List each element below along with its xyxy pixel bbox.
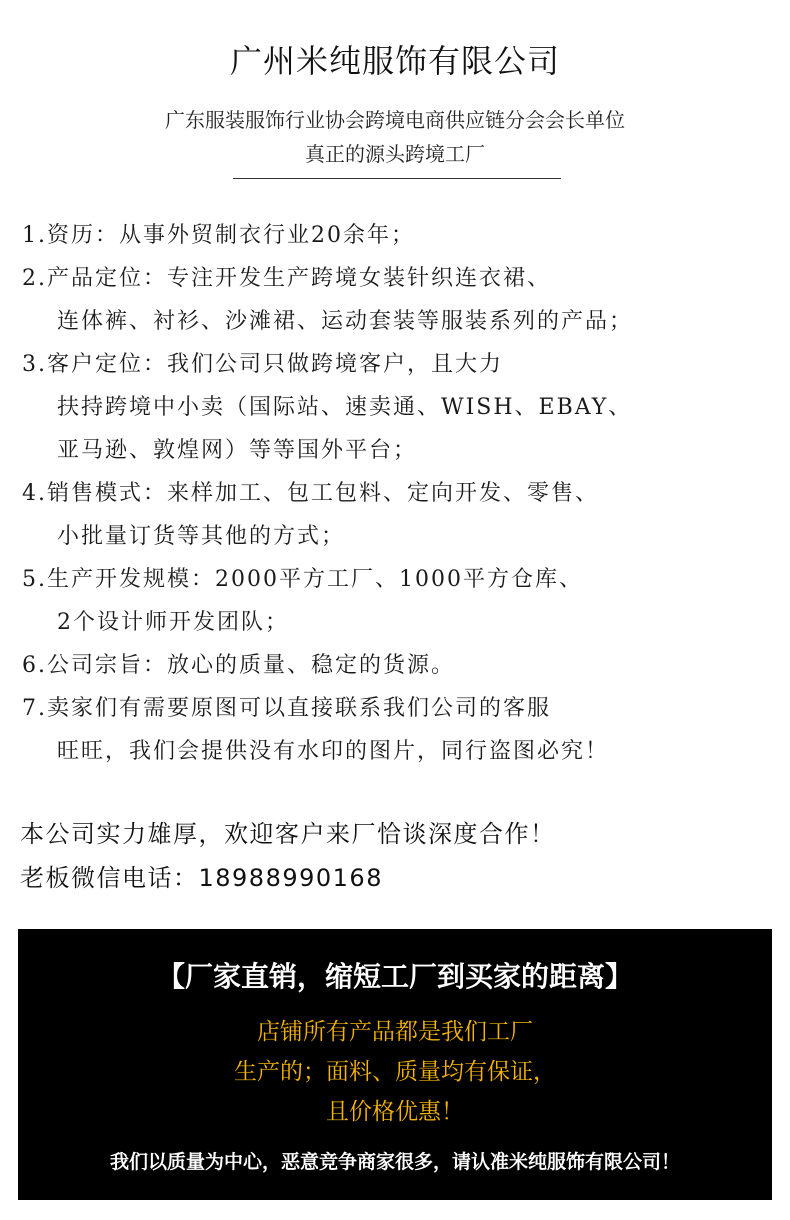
cooperation-invitation: 本公司实力雄厚，欢迎客户来厂恰谈深度合作！ bbox=[20, 820, 556, 848]
factory-subtitle: 真正的源头跨境工厂 bbox=[305, 142, 485, 166]
info-item-product-positioning-cont: 连体裤、衬衫、沙滩裙、运动套装等服装系列的产品； bbox=[57, 309, 634, 334]
info-item-original-images-cont: 旺旺，我们会提供没有水印的图片，同行盗图必究！ bbox=[57, 739, 610, 764]
association-subtitle: 广东服装服饰行业协会跨境电商供应链分会会长单位 bbox=[165, 108, 625, 132]
info-item-production-scale-cont: 2个设计师开发团队； bbox=[57, 610, 289, 635]
info-item-sales-mode: 4.销售模式：来样加工、包工包料、定向开发、零售、 bbox=[22, 481, 599, 506]
info-item-original-images: 7.卖家们有需要原图可以直接联系我们公司的客服 bbox=[22, 696, 551, 721]
factory-direct-banner bbox=[18, 929, 772, 1200]
info-item-customer-positioning: 3.客户定位：我们公司只做跨境客户，且大力 bbox=[22, 352, 503, 377]
banner-footer-notice: 我们以质量为中心，恶意竞争商家很多，请认准米纯服饰有限公司！ bbox=[109, 1151, 680, 1173]
boss-contact-phone: 老板微信电话：18988990168 bbox=[20, 864, 383, 892]
title-divider bbox=[233, 178, 561, 179]
info-item-product-positioning: 2.产品定位：专注开发生产跨境女装针织连衣裙、 bbox=[22, 266, 551, 291]
info-item-sales-mode-cont: 小批量订货等其他的方式； bbox=[57, 524, 346, 549]
company-title: 广州米纯服饰有限公司 bbox=[229, 42, 560, 80]
banner-headline: 【厂家直销，缩短工厂到买家的距离】 bbox=[156, 960, 633, 993]
info-item-customer-positioning-cont-2: 亚马逊、敦煌网）等等国外平台； bbox=[57, 438, 418, 463]
banner-highlight-line-1: 店铺所有产品都是我们工厂 bbox=[257, 1019, 533, 1045]
info-item-production-scale: 5.生产开发规模：2000平方工厂、1000平方仓库、 bbox=[22, 567, 583, 592]
banner-highlight-line-3: 且价格优惠！ bbox=[326, 1099, 464, 1125]
banner-highlight-line-2: 生产的；面料、质量均有保证， bbox=[234, 1059, 556, 1085]
info-item-company-tenet: 6.公司宗旨：放心的质量、稳定的货源。 bbox=[22, 653, 455, 678]
info-item-customer-positioning-cont-1: 扶持跨境中小卖（国际站、速卖通、WISH、EBAY、 bbox=[57, 395, 633, 420]
company-info-list bbox=[22, 214, 782, 773]
info-item-qualification: 1.资历：从事外贸制衣行业20余年； bbox=[22, 223, 415, 248]
